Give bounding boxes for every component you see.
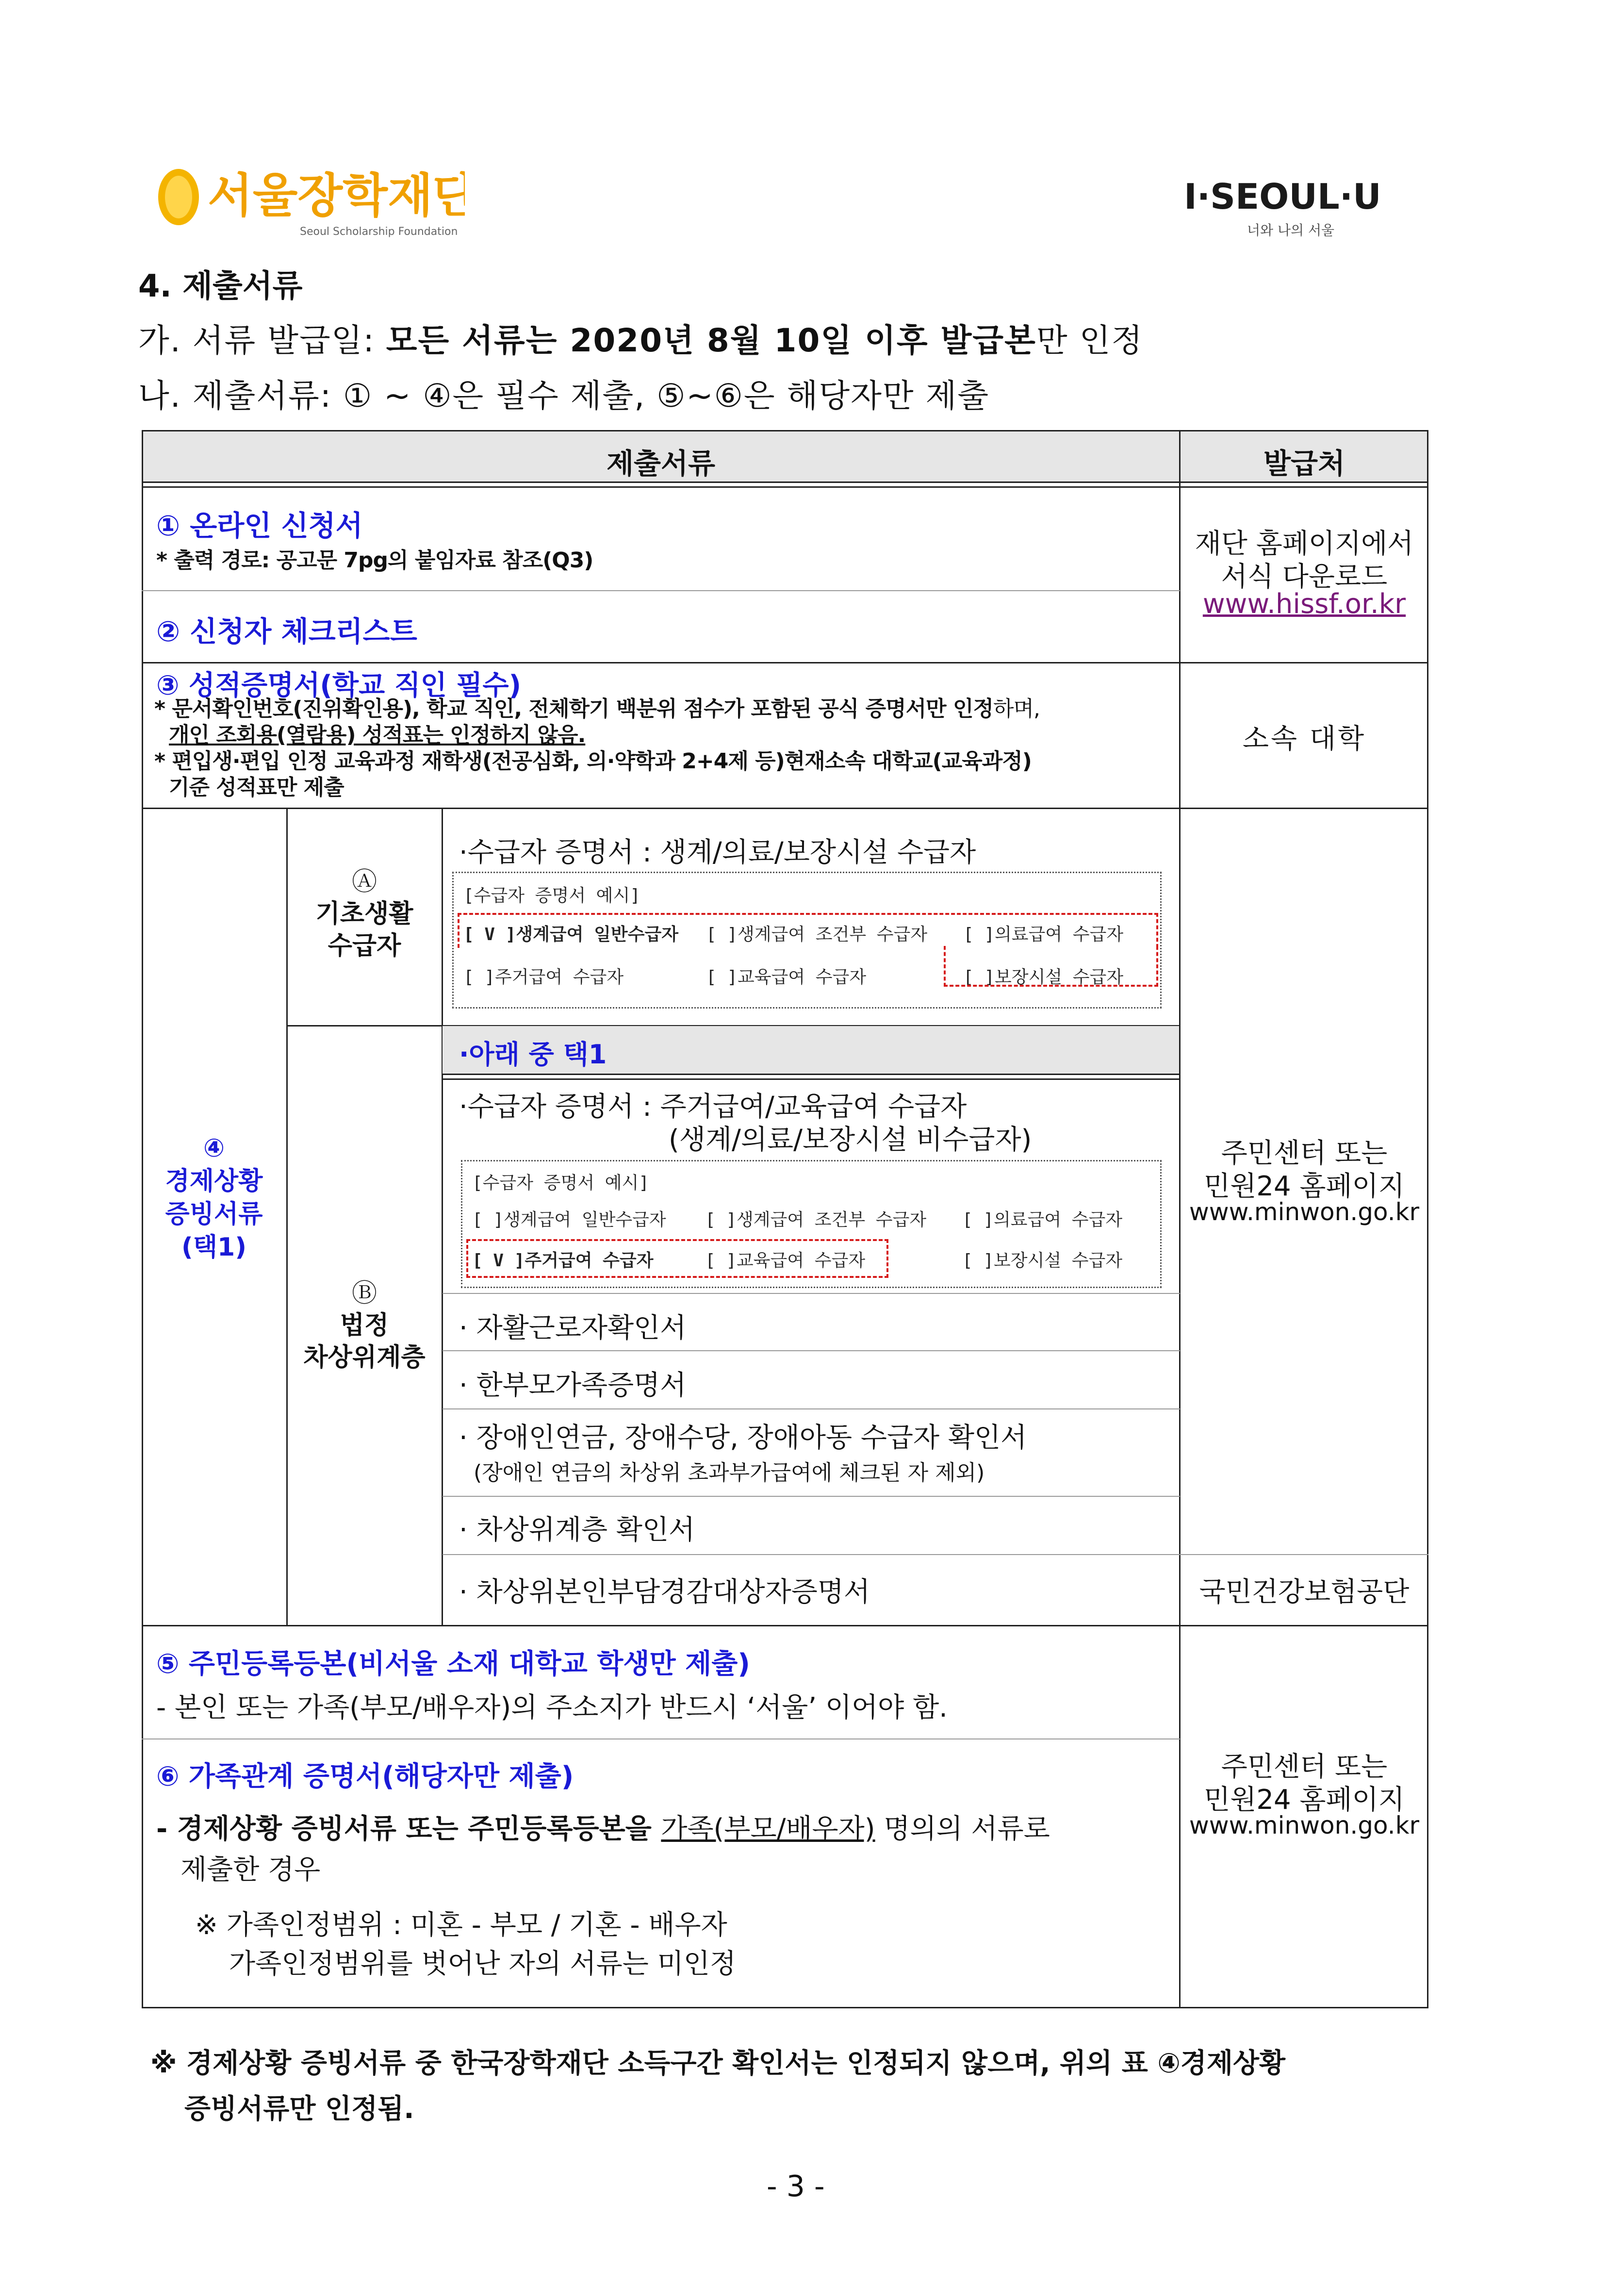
row1-title: ① 온라인 신청서 [156,509,363,542]
row4b-mark: Ⓑ [351,1279,377,1308]
row6-note1-rest: 명의의 서류로 [875,1813,1050,1845]
ex2-title: [수급자 증명서 예시] [472,1173,649,1193]
issuer-56-l2: 민원24 홈페이지 [1204,1784,1405,1816]
issue-date-prefix: 가. 서류 발급일: [138,322,386,359]
row6-note4: 가족인정범위를 벗어난 자의 서류는 미인정 [229,1948,736,1980]
issuer-12-l1: 재단 홈페이지에서 [1195,528,1414,560]
ex1-r1c: [ ]의료급여 수급자 [963,925,1124,944]
ex2-r2c: [ ]보장시설 수급자 [962,1251,1123,1271]
documents-line: 나. 제출서류: ① ~ ④은 필수 제출, ⑤~⑥은 해당자만 제출 [138,377,990,414]
row4a-doc: ·수급자 증명서 : 생계/의료/보장시설 수급자 [459,837,976,868]
section-title: 4. 제출서류 [138,268,303,304]
row4a-mark: Ⓐ [351,867,377,896]
row4-label [142,1132,286,1264]
slogan-subtext: 너와 나의 서울 [1247,222,1335,238]
seoul-scholarship-logo [154,154,465,242]
row6-note1-family: 가족(부모/배우자) [661,1813,875,1845]
row4b-doc1-l1: ·수급자 증명서 : 주거급여/교육급여 수급자 [459,1091,967,1123]
ex2-r1b: [ ]생계급여 조건부 수급자 [705,1210,927,1230]
row4a-l2: 수급자 [328,931,401,960]
row6-note1 [156,1807,1050,1846]
row4b-choose: ·아래 중 택1 [459,1039,607,1070]
row4b-doc5: · 차상위계층 확인서 [459,1514,695,1546]
row6-note1-bold: - 경제상황 증빙서류 또는 주민등록등본을 [156,1813,661,1845]
row2-title: ② 신청자 체크리스트 [156,615,417,648]
issuer-4-l2: 민원24 홈페이지 [1204,1171,1405,1202]
row4b-doc3: · 한부모가족증명서 [459,1370,687,1401]
row3-note1-bold: * 문서확인번호(진위확인용), 학교 직인, 전체학기 백분위 점수가 포함된 공식 증명서만 인정 [154,696,993,721]
ex1-r2b: [ ]교육급여 수급자 [706,967,867,987]
ex2-r1c: [ ]의료급여 수급자 [962,1210,1123,1230]
row4b-label [287,1277,442,1374]
ex1-title: [수급자 증명서 예시] [463,886,640,906]
row4b-l2: 차상위계층 [303,1343,426,1372]
row3-note4: 기준 성적표만 제출 [169,775,344,800]
row6-title: ⑥ 가족관계 증명서(해당자만 제출) [156,1761,574,1792]
ex2-r2a: [ V ]주거급여 수급자 [472,1251,654,1271]
bottom-note-l1: ※ 경제상황 증빙서류 중 한국장학재단 소득구간 확인서는 인정되지 않으며, 위의 표 ④경제상황 [150,2048,1286,2079]
ex1-highlight-top [458,913,1158,948]
example-certificate-2 [461,1160,1162,1288]
row4b-doc1-l2: (생계/의료/보장시설 비수급자) [669,1124,1032,1156]
issue-date-line [138,315,1143,361]
ex2-r1a: [ ]생계급여 일반수급자 [472,1210,666,1230]
row4b-doc4-l1: · 장애인연금, 장애수당, 장애아동 수급자 확인서 [459,1422,1027,1454]
issuer-4-l1: 주민센터 또는 [1221,1138,1388,1169]
row6-note3: ※ 가족인정범위 : 미혼 - 부모 / 기혼 - 배우자 [195,1909,727,1941]
row4a-label [287,866,442,962]
issuer-4-l3: www.minwon.go.kr [1189,1198,1420,1226]
ex1-r1b: [ ]생계급여 조건부 수급자 [706,925,928,944]
row4b-l1: 법정 [340,1311,389,1340]
documents-table [142,430,1428,2008]
issuer-12-link[interactable]: www.hissf.or.kr [1202,588,1406,620]
issuer-56-l1: 주민센터 또는 [1221,1751,1388,1783]
issuer-4-last: 국민건강보험공단 [1199,1576,1410,1608]
issue-date-bold: 모든 서류는 2020년 8월 10일 이후 발급본 [386,322,1036,359]
issuer-56-l3: www.minwon.go.kr [1189,1811,1420,1839]
row6-note2: 제출한 경우 [180,1854,321,1886]
row4b-doc6: · 차상위본인부담경감대상자증명서 [459,1576,870,1608]
logo-text: 서울장학재단 [208,168,465,223]
ex1-r1a: [ V ]생계급여 일반수급자 [463,925,679,944]
i-seoul-u-logo [1184,175,1407,243]
row4-label-l1: 경제상황 [165,1167,263,1196]
row3-note3: * 편입생·편입 인정 교육과정 재학생(전공심화, 의·약학과 2+4제 등)현재소속 대학교(교육과정) [154,749,1032,774]
row4b-doc2: · 자활근로자확인서 [459,1312,687,1344]
row5-title: ⑤ 주민등록등본(비서울 소재 대학교 학생만 제출) [156,1648,750,1680]
header-docs: 제출서류 [606,447,716,480]
ex1-r2c: [ ]보장시설 수급자 [963,967,1124,987]
bottom-note-l2: 증빙서류만 인정됨. [184,2093,414,2125]
row4-label-l3: (택1) [181,1233,246,1262]
issuer-12-l2: 서식 다운로드 [1221,561,1388,593]
ex1-highlight-bottom [944,946,1158,987]
row4a-l1: 기초생활 [315,899,413,928]
example-certificate-1 [452,872,1162,1009]
row4b-doc4-l2: (장애인 연금의 차상위 초과부가급여에 체크된 자 제외) [474,1460,985,1485]
row1-note: * 출력 경로: 공고문 7pg의 붙임자료 참조(Q3) [156,548,593,573]
bottom-note [150,2041,1285,2132]
row4-label-l2: 증빙서류 [165,1200,263,1229]
issue-date-suffix: 만 인정 [1036,322,1144,359]
ex2-highlight [466,1239,888,1278]
page-number: - 3 - [767,2169,825,2203]
row4-label-num: ④ [203,1134,225,1163]
row3-title: ③ 성적증명서(학교 직인 필수) [156,670,522,701]
slogan-text: I·SEOUL·U [1184,176,1381,217]
row3-note2: 개인 조회용(열람용) 성적표는 인정하지 않음. [169,723,586,747]
logo-emblem-icon [154,154,465,242]
issuer-3: 소속 대학 [1242,723,1366,755]
logo-subtext: Seoul Scholarship Foundation [300,226,458,238]
row3-note1-rest: 하며, [993,696,1040,721]
ex2-r2b: [ ]교육급여 수급자 [705,1251,866,1271]
header-issuer: 발급처 [1263,447,1345,480]
row5-note: - 본인 또는 가족(부모/배우자)의 주소지가 반드시 ‘서울’ 이어야 함. [156,1692,948,1723]
ex1-r2a: [ ]주거급여 수급자 [463,967,624,987]
